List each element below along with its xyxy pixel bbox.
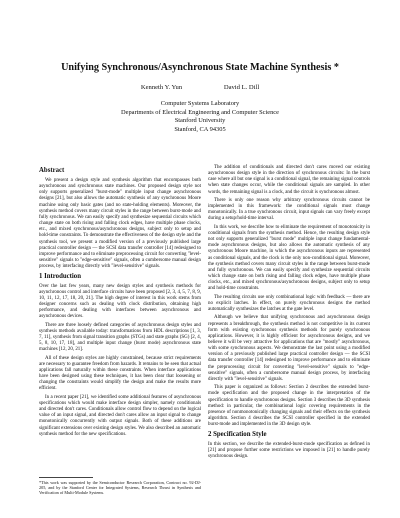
section-heading-specification: 2 Specification Style [208,430,267,438]
author-name: Kenneth Y. Yun [140,84,183,91]
author-name: David L. Dill [223,84,260,91]
paragraph: The resulting circuits use only combinational logic with feedback — there are no explicit latches. In effect, on purely synchronous designs the method automatically synthesizes the latches at the gate level. [208,294,370,312]
affiliation [0,100,400,134]
paper-title: Unifying Synchronous/Asynchronous State Machine Synthesis * [61,62,339,73]
paragraph: This paper is organized as follows: Section 2 describes the extended burst-mode specification and the proposed change in the interpretation of the specification to handle synchronous designs. Section 3 describes the 3D synthesis method: in particular, the combinational logic covering requirements in the presence of nonmonotonically changing signals and their effects on the synthesis algorithm. Section 4 describes the SCSI controller specified in the extended burst-mode and implemented in the 3D design style. [208,385,370,428]
affiliation-line: Stanford University [174,117,226,125]
paragraph: In this work, we describe how to eliminate the requirement of monotonicity in conditional signals from the synthesis method. Hence, the resulting design style not only supports generalized "burst mode" multiple input change fundamental-mode asynchronous designs, but also allows the automatic synthesis of any synchronous Moore machine, in which the asynchronous inputs are represented as conditional signals, and the clock is the only non-conditional signal. Moreover, the synthesis method covers many circuit styles in the range between burst-mode and fully synchronous. We can easily specify and synthesize sequential circuits which change state on both rising and falling clock edges, have multiple phase clocks, etc., and mixed synchronous/asynchronous designs, subject only to setup and hold-time constraints. [208,224,370,292]
section-heading-introduction: 1 Introduction [39,272,81,280]
affiliation-line: Computer Systems Laboratory [160,100,240,107]
paragraph: Although we believe that unifying synchronous and asynchronous design represents a breakthrough, the synthesis method is not competitive in its current form with existing synchronous synthesis methods for purely synchronous applications. However, it is highly efficient for asynchronous designs, and we believe it will be very attractive for applications that are "mostly" asynchronous, with some synchronous aspects. We demonstrate the last point using a modified version of a previously published large practical controller design — the SCSI data transfer controller [14] redesigned to improve performance and to eliminate the preprocessing circuit for converting "level-sensitive" signals to "edge-sensitive" signals, often a cumbersome manual design process, by interfacing directly with "level-sensitive" signals. [208,315,370,382]
left-column [39,165,201,440]
abstract-text: We present a design style and synthesis algorithm that encompasses both asynchronous and synchronous state machines. Our proposed design style not only supports generalized "burst-mode" multiple input change asynchronous designs [21], but also allows the automatic synthesis of any synchronous Moore machine using only basic gates (and no state-holding elements). Moreover, the synthesis method covers many circuit styles in the range between burst-mode and fully synchronous. We can easily specify and synthesize sequential circuits which change state on both rising and falling clock edges, have multiple phase clocks, etc., and mixed synchronous/asynchronous designs, subject only to setup and hold-time constraints. To demonstrate the effectiveness of the design style and the synthesis tool, we present a modified version of a previously published large practical controller design — the SCSI data transfer controller [14] redesigned to improve performance and to eliminate preprocessing circuit for converting "level-sensitive" signals to "edge-sensitive" signals, often a cumbersome manual design process, by interfacing directly with "level-sensitive" signals. [39,178,202,270]
right-column [208,165,370,462]
authors [0,84,400,91]
paragraph: All of these design styles are highly constrained, because strict requirements are necessary to guarantee freedom from hazards. It remains to be seen that actual applications fall naturally within these constraints. When interface applications have been designed using these techniques, it has been clear that loosening or changing the constraints would simplify the design and make the results more efficient. [39,355,201,392]
footnote: *This work was supported by the Semiconductor Research Corporation, Contract no. 92-DJ-205, and by the Stanford Center for Integrated Systems, Research Thrust in Synthesis and Verification of Multi-Module Systems. [39,480,201,496]
paragraph: In a recent paper [21], we identified some additional features of asynchronous specifications which would make interface design simpler, namely conditionals and directed don't cares. Conditionals allow control flow to depend on the logical value of an input signal, and directed don't cares allow an input signal to change monotonically concurrently with output signals. Both of these additions are significant extensions over existing design styles. We also described an automatic synthesis method for the new specifications. [39,394,201,437]
paragraph: There are three loosely defined categories of asynchronous design styles and synthesis methods available today: transformations from HDL descriptions [1, 3, 7, 11], synthesis from signal transition graphs (STGs) and state graphs (SG) [2, 4, 5, 8, 10, 17, 18], and multiple input change (burst mode) asynchronous state machines [12, 20, 21]. [39,322,201,353]
paragraph: In this section, we describe the extended-burst-mode specification as defined in [21] and propose further some restrictions we imposed in [21] to handle purely synchronous design. [208,441,370,459]
footnote-rule [39,477,93,478]
affiliation-line: Stanford, CA 94305 [174,125,226,133]
paragraph: Over the last few years, many new design styles and synthesis methods for asynchronous control and interface circuits have been proposed [2, 3, 4, 5, 7, 8, 9, 10, 11, 12, 17, 18, 20, 21]. The high degree of interest in this work stems from designer concerns such as dealing with clock distribution, obtaining high performance, and dealing with interfaces between asynchronous and asynchronous devices. [39,283,201,320]
paragraph: The addition of conditionals and directed don't cares moved our existing asynchronous design style in the direction of synchronous circuits: In the burst case where all but one signal is a conditional signal, the remaining signal controls when state changes occur, while the conditional signals are sampled. In other words, the remaining signal is a clock, and the circuit is synchronous almost. [208,165,370,195]
abstract-heading: Abstract [39,167,65,174]
affiliation-line: Departments of Electrical Engineering and Computer Science [121,108,279,116]
paragraph: There is only one reason why arbitrary synchronous circuits cannot be implemented in this framework: the conditional signals must change monotonically. In a true synchronous circuit, input signals can vary freely except during a setup/hold-time interval. [208,197,370,222]
